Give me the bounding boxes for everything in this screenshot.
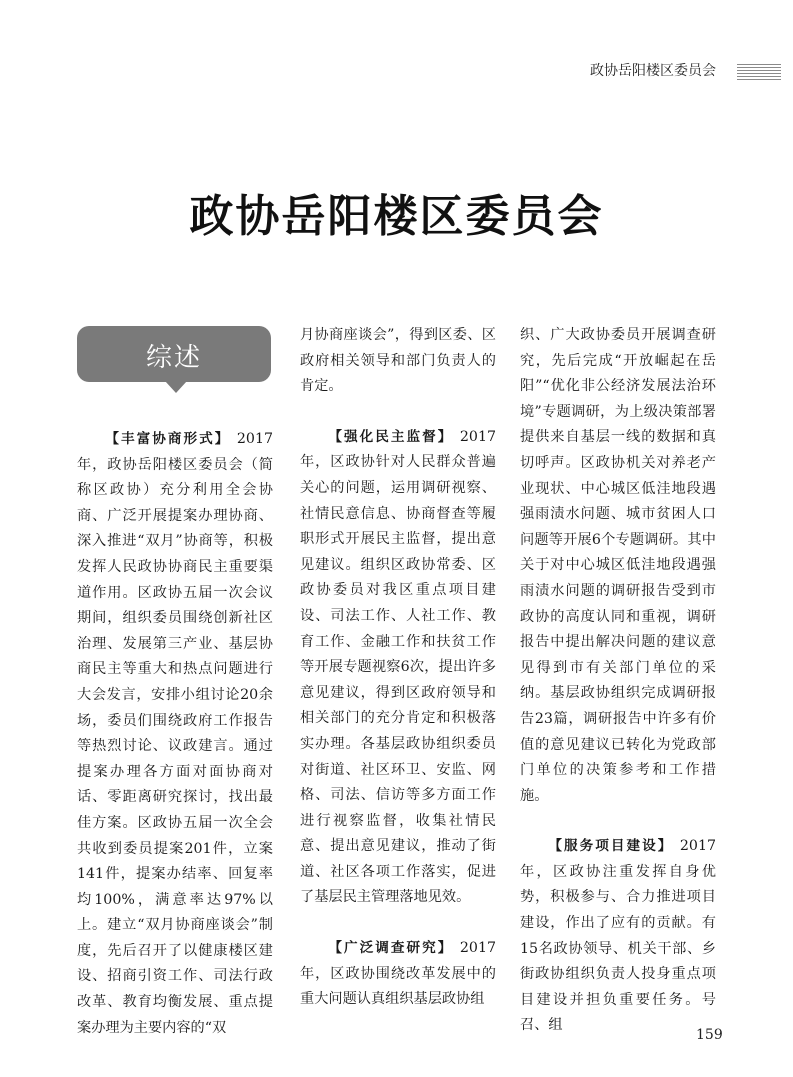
paragraph-continuation: 织、广大政协委员开展调查研究，先后完成“开放崛起在岳阳”“优化非公经济发展法治环境”专题调研，为上级决策部署提供来自基层一线的数据和真切呼声。区政协机关对养老产业现状、中心城区低洼地段遇强雨渍水问题、城市贫困人口问题等开展6个专题调研。其中关于对中心城区低洼地段遇强雨渍水问题的调研报告受到市政协的高度认同和重视，调研报告中提出解决问题的建议意见得到市有关部门单位的采纳。基层政协组织完成调研报告23篇，调研报告中许多有价值的意见建议已转化为党政部门单位的决策参考和工作措施。 bbox=[520, 327, 716, 804]
paragraph-keyword: 【服务项目建设】 bbox=[548, 838, 674, 855]
paragraph-gap bbox=[300, 400, 496, 425]
paragraph-text: 2017年，区政协针对人民群众普遍关心的问题，运用调研视察、社情民意信息、协商督查等履职形式开展民主监督，提出意见建议。组织区政协常委、区政协委员对我区重点项目建设、司法工作、人社工作、教育工作、金融工作和扶贫工作等开展专题视察6次，提出许多意见建议，得到区政府领导和相关部门的充分肯定和积极落实办理。各基层政协组织委员对街道、社区环卫、安监、网格、司法、信访等多方面工作进行视察监督，收集社情民意、提出意见建议，推动了街道、社区各项工作落实，促进了基层民主管理落地见效。 bbox=[300, 428, 497, 906]
paragraph-text: 2017年，区政协围绕改革发展中的重大问题认真组织基层政协组 bbox=[300, 940, 497, 1008]
paragraph-text: 2017年，政协岳阳楼区委员会（简称区政协）充分利用全会协商、广泛开展提案办理协商、深入推进“双月”协商等，积极发挥人民政协协商民主重要渠道作用。区政协五届一次会议期间，组织委员围绕创新社区治理、发展第三产业、基层协商民主等重大和热点问题进行大会发言，安排小组讨论20余场，委员们围绕政府工作报告等热烈讨论、议政建言。通过提案办理各方面对面协商对话、零距离研究探讨，找出最佳方案。区政协五届一次全会共收到委员提案201件，立案141件，提案办结率、回复率均100%，满意率达97%以上。建立“双月协商座谈会”制度，先后召开了以健康楼区建设、招商引资工作、司法行政改革、教育均衡发展、重点提案办理为主要内容的“双 bbox=[77, 431, 274, 1036]
page-title: 政协岳阳楼区委员会 bbox=[189, 191, 604, 242]
page-number: 159 bbox=[696, 1027, 723, 1043]
paragraph-project-service bbox=[520, 834, 716, 1039]
paragraph-gap bbox=[300, 911, 496, 936]
section-badge bbox=[77, 326, 271, 382]
running-header bbox=[560, 58, 793, 84]
paragraph-investigation-research bbox=[300, 936, 496, 1013]
header-rule-lines bbox=[737, 64, 781, 80]
paragraph-continuation: 月协商座谈会”，得到区委、区政府相关领导和部门负责人的肯定。 bbox=[300, 327, 496, 395]
running-header-title: 政协岳阳楼区委员会 bbox=[590, 63, 716, 79]
text-column-1 bbox=[77, 427, 273, 1041]
text-column-3 bbox=[520, 323, 716, 1039]
paragraph-democratic-supervision bbox=[300, 425, 496, 911]
paragraph-gap bbox=[520, 809, 716, 834]
paragraph-text: 2017年，区政协注重发挥自身优势，积极参与、合力推进项目建设，作出了应有的贡献。有15名政协领导、机关干部、乡街政协组织负责人投身重点项目建设并担负重要任务。号召、组 bbox=[520, 838, 717, 1034]
paragraph-keyword: 【丰富协商形式】 bbox=[105, 431, 231, 447]
paragraph-keyword: 【广泛调查研究】 bbox=[328, 940, 454, 957]
paragraph-enrich-consultation bbox=[77, 427, 273, 1041]
text-column-2 bbox=[300, 323, 496, 1013]
section-label: 综述 bbox=[145, 343, 202, 373]
paragraph-keyword: 【强化民主监督】 bbox=[328, 428, 454, 445]
